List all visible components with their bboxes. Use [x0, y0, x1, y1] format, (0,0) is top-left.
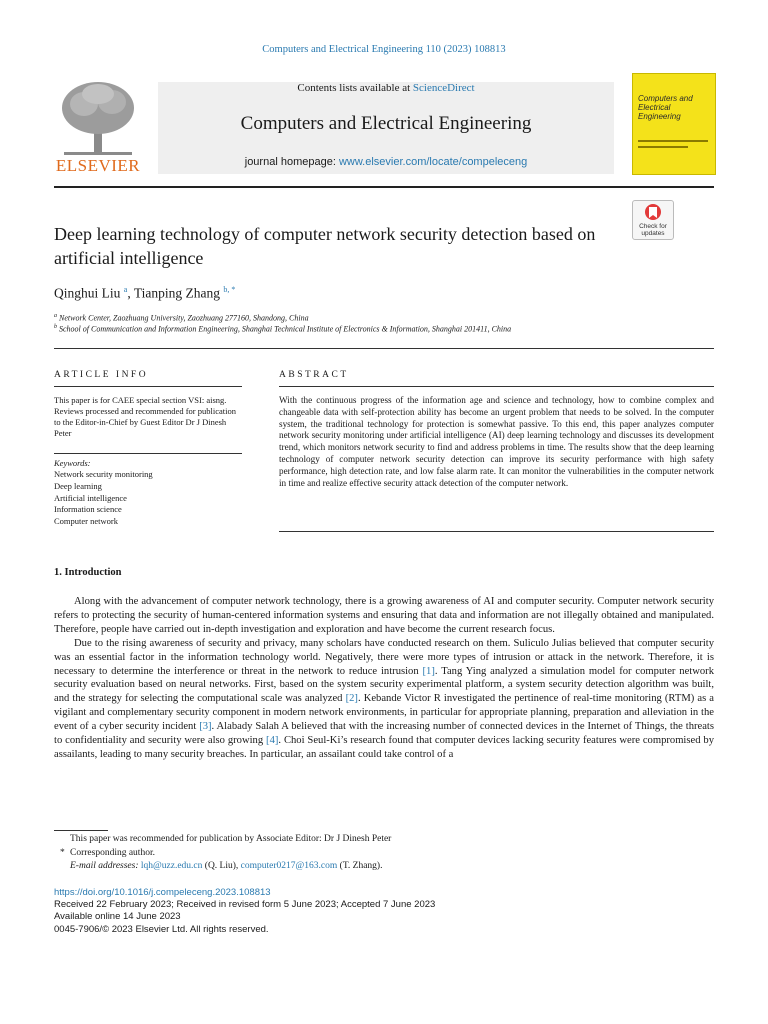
email-link[interactable]: computer0217@163.com — [240, 861, 338, 871]
introduction-body — [54, 595, 714, 762]
article-info-heading: ARTICLE INFO — [54, 370, 149, 380]
keywords-label: Keywords: — [54, 458, 91, 468]
contents-line — [158, 82, 614, 94]
keyword: Information science — [54, 504, 122, 515]
affiliation-mark: a — [54, 313, 57, 319]
email-label: E-mail addresses: — [70, 861, 141, 871]
corresponding-text: Corresponding author. — [70, 847, 155, 858]
paragraph-text: . Tang Ying analyzed a simulation model for computer network security evaluation based on neural networks. First, based on the system security experimental platform, a system security detection algorithm was built, and the strategy for selecting the computational scale was analyzed — [54, 665, 715, 705]
footnote-recommend: This paper was recommended for publication by Associate Editor: Dr J Dinesh Peter — [70, 834, 392, 844]
reference-link[interactable]: [1] — [422, 665, 435, 677]
footnotes — [54, 833, 391, 874]
contents-prefix: Contents lists available at — [297, 82, 413, 94]
journal-cover[interactable] — [632, 73, 716, 175]
email-link[interactable]: lqh@uzz.edu.cn — [140, 861, 203, 871]
affiliation-b — [54, 324, 511, 334]
article-title: Deep learning technology of computer network security detection based on artificial intelligence — [54, 224, 596, 268]
affiliation-a — [54, 313, 309, 323]
sciencedirect-link[interactable]: ScienceDirect — [412, 82, 475, 94]
journal-citation[interactable]: Computers and Electrical Engineering 110 (2023) 108813 — [262, 44, 506, 55]
reference-link[interactable]: [4] — [266, 735, 279, 747]
doi-link[interactable]: https://doi.org/10.1016/j.compeleceng.2023.108813 — [54, 887, 271, 898]
article-metadata — [54, 887, 435, 936]
check-updates-label: Check for updates — [639, 223, 667, 237]
footnote-rule — [54, 830, 108, 831]
bookmark-icon — [633, 201, 673, 223]
affiliation-mark[interactable]: b, * — [223, 285, 236, 294]
paragraph-text: Due to the rising awareness of security and privacy, many scholars have conducted research on them. Suliculo Julias believed that computer security was an essential factor in the information technology world. Negatively, there were more types of intrusion or attack in the network. Therefore, it is necessary to determine the interference or threat in the network to reduce intrusion — [54, 637, 714, 677]
section-rule — [54, 348, 714, 349]
homepage-prefix: journal homepage: — [244, 156, 339, 168]
cover-stripe — [638, 146, 688, 148]
keywords-rule — [54, 453, 242, 454]
abstract-text: With the continuous progress of the information age and science and technology, how to combine complex and changeable data with self-protection ability has become an urgent problem that needs to be solved. In the computer system, the traditional technology for protection is somewhat passive. To this end, this paper analyzes computer network security monitoring under artificial intelligence (AI) deep learning technology and discusses its development trend, which monitors network security to find and address problems in time. The results show that the deep learning technology of computer network security detection can improve its security performance with high safety performance, high detection rate, and low false alarm rate. It can monitor the vulnerabilities in the computer network in time and realize effective security attack detection of the computer network. — [279, 395, 714, 488]
affiliation-mark[interactable]: a — [123, 285, 128, 294]
author-line — [54, 285, 235, 302]
author-name: Tianping Zhang — [133, 285, 220, 301]
keyword: Artificial intelligence — [54, 492, 127, 503]
paragraph-text: . Alabady Salah A believed that with the increasing number of connected devices in the Internet of Things, the threats to confidentiality and security were also growing — [54, 721, 714, 747]
author-name: Qinghui Liu — [54, 285, 121, 301]
keywords-list — [54, 469, 153, 528]
keyword: Network security monitoring — [54, 469, 153, 479]
article-info-rule — [54, 386, 242, 387]
available-online: Available online 14 June 2023 — [54, 911, 181, 923]
reference-link[interactable]: [2] — [345, 693, 358, 705]
footnote-emails — [54, 860, 391, 874]
affiliation-text: Network Center, Zaozhuang University, Zaozhuang 277160, Shandong, China — [59, 313, 309, 323]
email-owner: (Q. Liu), — [202, 861, 241, 871]
abstract-rule — [279, 386, 714, 387]
section-heading-introduction: 1. Introduction — [54, 567, 122, 578]
affiliation-text: School of Communication and Information Engineering, Shanghai Technical Institute of Electronics & Information, Shanghai 201411, China — [59, 324, 512, 334]
homepage-link[interactable]: www.elsevier.com/locate/compeleceng — [338, 156, 528, 168]
reference-link[interactable]: [3] — [199, 721, 212, 733]
keyword: Deep learning — [54, 480, 102, 491]
email-owner: (T. Zhang). — [337, 861, 383, 871]
cover-title: Computers and Electrical Engineering — [638, 94, 693, 121]
footnote-corresponding — [54, 847, 391, 861]
corresponding-mark: * — [60, 847, 65, 858]
header-rule — [54, 186, 714, 188]
keyword: Computer network — [54, 516, 118, 527]
journal-name: Computers and Electrical Engineering — [240, 113, 532, 134]
article-info-note: This paper is for CAEE special section VSI: aisng. Reviews processed and recommended for publication to the Editor-in-Chief by Guest Editor Dr J Dinesh Peter — [54, 395, 236, 438]
paragraph: Along with the advancement of computer network technology, there is a growing awareness of AI and computer security. Computer network security refers to protecting the security of human-centered information systems and ensuring that data and information are not illegally obtained and manipulated. Therefore, people have carried out in-depth investigation and exploration and have become the current research focus. — [54, 596, 714, 635]
paragraph — [54, 637, 714, 762]
paragraph-text: . Kebande Victor R investigated the pertinence of real-time monitoring (RTM) as a vigilant and complementary security component in modern network environments, in particular for appropriate planning, preparation and alleviation in the event of a cyber security incident — [54, 693, 714, 733]
cover-stripe — [638, 140, 708, 142]
paragraph-text: . Choi Seul-Ki’s research found that computer devices lacking security features were compromised by assailants, leading to many security breaches. In particular, an assailant could take control of a — [54, 735, 714, 760]
abstract-heading: ABSTRACT — [279, 370, 349, 380]
abstract-bottom-rule — [279, 531, 714, 532]
received-dates: Received 22 February 2023; Received in revised form 5 June 2023; Accepted 7 June 2023 — [54, 899, 436, 911]
author-separator: , — [127, 285, 134, 301]
affiliation-mark: b — [54, 324, 57, 330]
copyright: 0045-7906/© 2023 Elsevier Ltd. All rights reserved. — [54, 923, 269, 935]
elsevier-wordmark: ELSEVIER — [55, 156, 141, 175]
homepage-line — [158, 156, 614, 168]
